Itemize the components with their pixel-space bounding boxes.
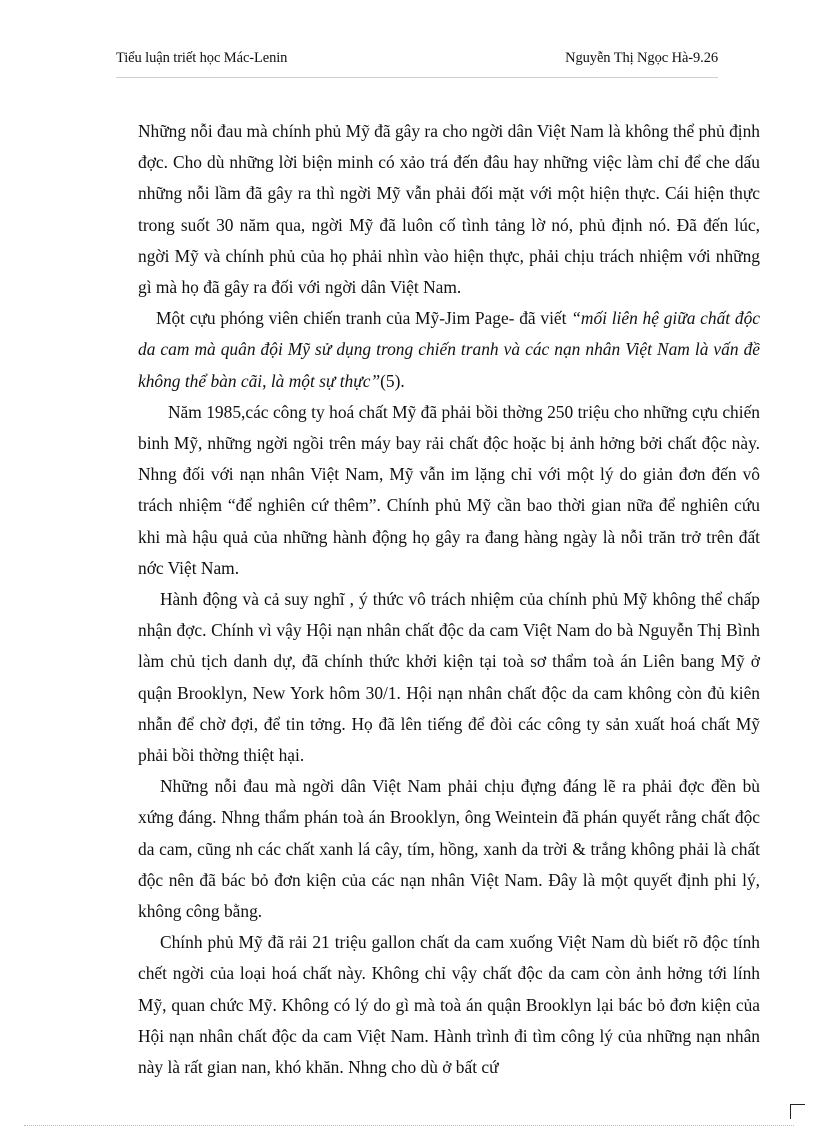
header-author-right: Nguyễn Thị Ngọc Hà-9.26 [565, 50, 718, 66]
quote-intro: Một cựu phóng viên chiến tranh của Mỹ-Jim Page- đã viết [156, 308, 572, 329]
header-divider [116, 77, 718, 78]
paragraph-1: Những nỗi đau mà chính phủ Mỹ đã gây ra cho ngời dân Việt Nam là không thể phủ định đợc. Cho dù những lời biện minh có xảo trá đến đâu hay những việc làm chỉ để che dấu những nỗi lầm đã gây ra thì ngời Mỹ vẫn phải đối mặt với một hiện thực. Cái hiện thực trong suốt 30 năm qua, ngời Mỹ đã luôn cố tình tảng lờ nó, phủ định nó. Đã đến lúc, ngời Mỹ và chính phủ của họ phải nhìn vào hiện thực, phải chịu trách nhiệm với những gì mà họ đã gây ra đối với ngời dân Việt Nam. [138, 121, 760, 298]
quote-text: “mối liên hệ giữa chất độc da cam mà quân đội Mỹ sử dụng trong chiến tranh và các nạn nhân Việt Nam là vấn đề không thể bàn cãi, là một sự thực” [138, 308, 760, 391]
page-header [116, 50, 718, 72]
page-corner-mark [790, 1104, 805, 1119]
paragraph-5: Chính phủ Mỹ đã rải 21 triệu gallon chất da cam xuống Việt Nam dù biết rõ độc tính chết ngời của loại hoá chất này. Không chỉ vậy chất độc da cam còn ảnh hởng tới lính Mỹ, quan chức Mỹ. Không có lý do gì mà toà án quận Brooklyn lại bác bỏ đơn kiện của Hội nạn nhân chất độc da cam Việt Nam. Hành trình đi tìm công lý của những nạn nhân này là rất gian nan, khó khăn. Nhng cho dù ở bất cứ [138, 932, 760, 1078]
header-title-left: Tiểu luận triết học Mác-Lenin [116, 50, 288, 66]
document-body [138, 116, 760, 1083]
paragraph-quote [138, 303, 760, 397]
paragraph-4: Những nỗi đau mà ngời dân Việt Nam phải chịu đựng đáng lẽ ra phải đợc đền bù xứng đáng. Nhng thẩm phán toà án Brooklyn, ông Weintein đã phán quyết rằng chất độc da cam, cũng nh các chất xanh lá cây, tím, hồng, xanh da trời & trắng không phải là chất độc nên đã bác bỏ đơn kiện của các nạn nhân Việt Nam. Đây là một quyết định phi lý, không công bằng. [138, 776, 760, 922]
paragraph-3: Hành động và cả suy nghĩ , ý thức vô trách nhiệm của chính phủ Mỹ không thể chấp nhận đợc. Chính vì vậy Hội nạn nhân chất độc da cam Việt Nam do bà Nguyễn Thị Bình làm chủ tịch danh dự, đã chính thức khởi kiện tại toà sơ thẩm toà án Liên bang Mỹ ở quận Brooklyn, New York hôm 30/1. Hội nạn nhân chất độc da cam không còn đủ kiên nhẫn để chờ đợi, để tin tởng. Họ đã lên tiếng để đòi các công ty sản xuất hoá chất Mỹ phải bồi thờng thiệt hại. [138, 589, 760, 766]
paragraph-2: Năm 1985,các công ty hoá chất Mỹ đã phải bồi thờng 250 triệu cho những cựu chiến binh Mỹ, những ngời ngồi trên máy bay rải chất độc hoặc bị ảnh hởng bởi chất độc này. Nhng đối với nạn nhân Việt Nam, Mỹ vẫn im lặng chỉ với một lý do giản đơn đến vô trách nhiệm “để nghiên cứ thêm”. Chính phủ Mỹ cần bao thời gian nữa để nghiên cứu khi mà hậu quả của những hành động họ gây ra đang hàng ngày là nỗi trăn trở trên đất nớc Việt Nam. [138, 401, 760, 578]
quote-citation: (5). [380, 370, 405, 391]
